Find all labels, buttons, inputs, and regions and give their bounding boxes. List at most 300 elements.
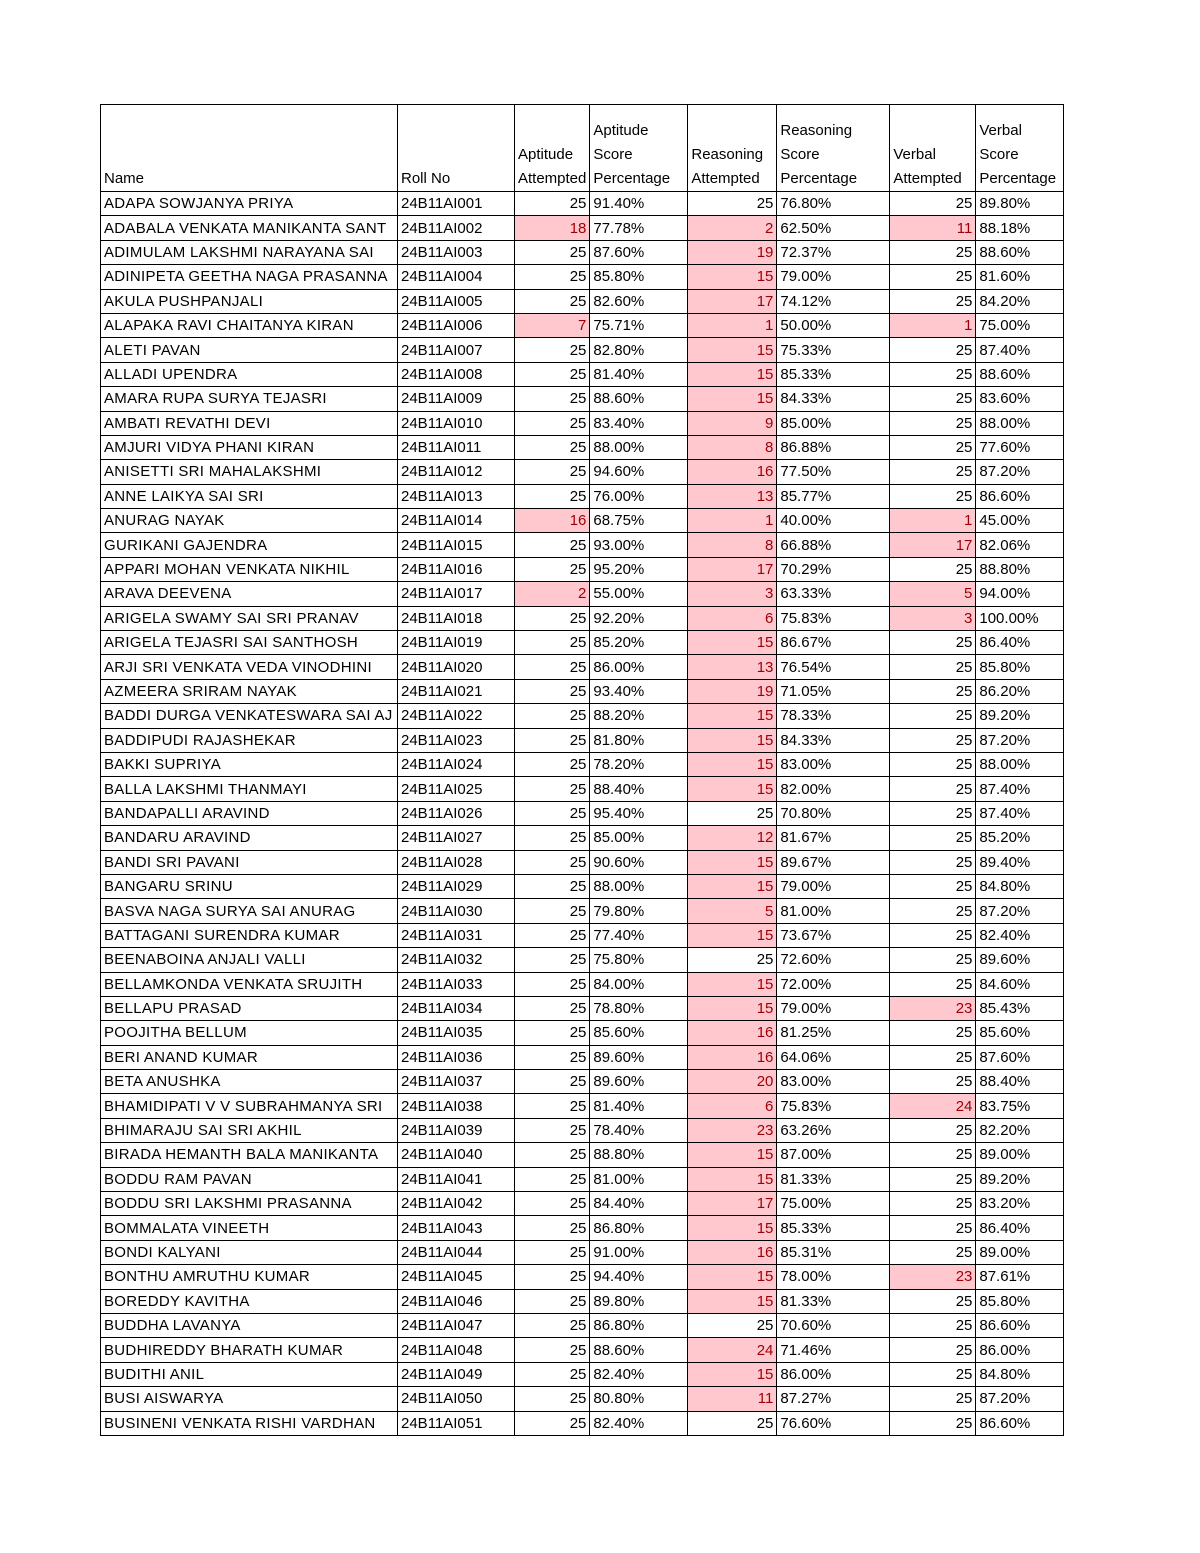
roll-no-cell: 24B11AI045 (398, 1265, 515, 1289)
roll-no-cell: 24B11AI022 (398, 704, 515, 728)
reasoning-attempted-cell: 6 (688, 1094, 777, 1118)
aptitude-score-cell: 86.80% (590, 1313, 688, 1337)
header-name: Name (101, 105, 398, 192)
table-row (101, 1143, 1064, 1167)
verbal-score-cell: 85.43% (976, 996, 1064, 1020)
roll-no-cell: 24B11AI023 (398, 728, 515, 752)
verbal-attempted-cell: 25 (890, 1216, 976, 1240)
verbal-attempted-cell: 25 (890, 460, 976, 484)
reasoning-score-cell: 63.33% (777, 582, 890, 606)
aptitude-score-cell: 77.40% (590, 923, 688, 947)
roll-no-cell: 24B11AI044 (398, 1240, 515, 1264)
roll-no-cell: 24B11AI001 (398, 192, 515, 216)
name-cell: BANDARU ARAVIND (101, 826, 398, 850)
table-row (101, 1094, 1064, 1118)
roll-no-cell: 24B11AI013 (398, 484, 515, 508)
reasoning-attempted-cell: 15 (688, 874, 777, 898)
aptitude-attempted-cell: 25 (515, 265, 590, 289)
table-row (101, 972, 1064, 996)
reasoning-score-cell: 76.80% (777, 192, 890, 216)
reasoning-score-cell: 77.50% (777, 460, 890, 484)
verbal-attempted-cell: 25 (890, 1021, 976, 1045)
reasoning-score-cell: 50.00% (777, 313, 890, 337)
aptitude-score-cell: 78.20% (590, 752, 688, 776)
aptitude-score-cell: 82.80% (590, 338, 688, 362)
aptitude-attempted-cell: 25 (515, 801, 590, 825)
aptitude-attempted-cell: 25 (515, 1387, 590, 1411)
verbal-score-cell: 87.20% (976, 728, 1064, 752)
aptitude-score-cell: 88.80% (590, 1143, 688, 1167)
verbal-score-cell: 89.80% (976, 192, 1064, 216)
reasoning-attempted-cell: 3 (688, 582, 777, 606)
roll-no-cell: 24B11AI020 (398, 655, 515, 679)
reasoning-attempted-cell: 25 (688, 948, 777, 972)
header-row (101, 105, 1064, 192)
verbal-attempted-cell: 25 (890, 850, 976, 874)
reasoning-score-cell: 81.33% (777, 1167, 890, 1191)
verbal-attempted-cell: 25 (890, 704, 976, 728)
aptitude-score-cell: 85.60% (590, 1021, 688, 1045)
verbal-attempted-cell: 25 (890, 1045, 976, 1069)
name-cell: BELLAMKONDA VENKATA SRUJITH (101, 972, 398, 996)
roll-no-cell: 24B11AI017 (398, 582, 515, 606)
reasoning-attempted-cell: 19 (688, 679, 777, 703)
reasoning-attempted-cell: 15 (688, 777, 777, 801)
roll-no-cell: 24B11AI014 (398, 509, 515, 533)
name-cell: ADINIPETA GEETHA NAGA PRASANNA (101, 265, 398, 289)
verbal-attempted-cell: 25 (890, 1411, 976, 1435)
roll-no-cell: 24B11AI008 (398, 362, 515, 386)
aptitude-attempted-cell: 25 (515, 874, 590, 898)
roll-no-cell: 24B11AI010 (398, 411, 515, 435)
aptitude-attempted-cell: 25 (515, 338, 590, 362)
reasoning-score-cell: 81.33% (777, 1289, 890, 1313)
reasoning-score-cell: 66.88% (777, 533, 890, 557)
reasoning-attempted-cell: 15 (688, 752, 777, 776)
reasoning-attempted-cell: 17 (688, 557, 777, 581)
verbal-attempted-cell: 25 (890, 1240, 976, 1264)
table-row (101, 484, 1064, 508)
aptitude-score-cell: 83.40% (590, 411, 688, 435)
reasoning-attempted-cell: 2 (688, 216, 777, 240)
aptitude-score-cell: 88.40% (590, 777, 688, 801)
verbal-attempted-cell: 25 (890, 1167, 976, 1191)
reasoning-score-cell: 81.67% (777, 826, 890, 850)
table-row (101, 582, 1064, 606)
roll-no-cell: 24B11AI033 (398, 972, 515, 996)
verbal-attempted-cell: 25 (890, 1192, 976, 1216)
verbal-score-cell: 87.40% (976, 338, 1064, 362)
name-cell: BONDI KALYANI (101, 1240, 398, 1264)
reasoning-attempted-cell: 15 (688, 387, 777, 411)
reasoning-attempted-cell: 17 (688, 289, 777, 313)
roll-no-cell: 24B11AI050 (398, 1387, 515, 1411)
name-cell: BANDAPALLI ARAVIND (101, 801, 398, 825)
verbal-attempted-cell: 25 (890, 1338, 976, 1362)
reasoning-attempted-cell: 15 (688, 923, 777, 947)
name-cell: ARJI SRI VENKATA VEDA VINODHINI (101, 655, 398, 679)
roll-no-cell: 24B11AI026 (398, 801, 515, 825)
table-row (101, 631, 1064, 655)
table-row (101, 1118, 1064, 1142)
verbal-score-cell: 88.00% (976, 411, 1064, 435)
verbal-attempted-cell: 17 (890, 533, 976, 557)
table-row (101, 752, 1064, 776)
name-cell: BHIMARAJU SAI SRI AKHIL (101, 1118, 398, 1142)
aptitude-score-cell: 95.40% (590, 801, 688, 825)
reasoning-score-cell: 83.00% (777, 752, 890, 776)
reasoning-score-cell: 71.46% (777, 1338, 890, 1362)
roll-no-cell: 24B11AI034 (398, 996, 515, 1020)
verbal-score-cell: 88.18% (976, 216, 1064, 240)
verbal-attempted-cell: 11 (890, 216, 976, 240)
reasoning-attempted-cell: 8 (688, 533, 777, 557)
header-reasoning-attempted: Reasoning Attempted (688, 105, 777, 192)
roll-no-cell: 24B11AI035 (398, 1021, 515, 1045)
verbal-score-cell: 89.20% (976, 704, 1064, 728)
reasoning-attempted-cell: 6 (688, 606, 777, 630)
reasoning-attempted-cell: 15 (688, 1362, 777, 1386)
reasoning-score-cell: 75.83% (777, 1094, 890, 1118)
verbal-score-cell: 84.80% (976, 874, 1064, 898)
verbal-attempted-cell: 25 (890, 1313, 976, 1337)
table-row (101, 606, 1064, 630)
aptitude-score-cell: 81.00% (590, 1167, 688, 1191)
aptitude-attempted-cell: 25 (515, 1167, 590, 1191)
reasoning-score-cell: 76.60% (777, 1411, 890, 1435)
roll-no-cell: 24B11AI018 (398, 606, 515, 630)
roll-no-cell: 24B11AI025 (398, 777, 515, 801)
verbal-score-cell: 83.20% (976, 1192, 1064, 1216)
table-row (101, 240, 1064, 264)
roll-no-cell: 24B11AI048 (398, 1338, 515, 1362)
reasoning-score-cell: 81.25% (777, 1021, 890, 1045)
roll-no-cell: 24B11AI042 (398, 1192, 515, 1216)
name-cell: ANISETTI SRI MAHALAKSHMI (101, 460, 398, 484)
reasoning-attempted-cell: 1 (688, 313, 777, 337)
verbal-attempted-cell: 25 (890, 265, 976, 289)
verbal-score-cell: 45.00% (976, 509, 1064, 533)
roll-no-cell: 24B11AI029 (398, 874, 515, 898)
name-cell: GURIKANI GAJENDRA (101, 533, 398, 557)
verbal-attempted-cell: 25 (890, 338, 976, 362)
roll-no-cell: 24B11AI024 (398, 752, 515, 776)
reasoning-score-cell: 81.00% (777, 899, 890, 923)
roll-no-cell: 24B11AI021 (398, 679, 515, 703)
reasoning-score-cell: 75.00% (777, 1192, 890, 1216)
name-cell: BANGARU SRINU (101, 874, 398, 898)
reasoning-score-cell: 78.00% (777, 1265, 890, 1289)
aptitude-attempted-cell: 25 (515, 679, 590, 703)
reasoning-score-cell: 79.00% (777, 265, 890, 289)
name-cell: ADAPA SOWJANYA PRIYA (101, 192, 398, 216)
roll-no-cell: 24B11AI012 (398, 460, 515, 484)
name-cell: ARAVA DEEVENA (101, 582, 398, 606)
verbal-score-cell: 87.61% (976, 1265, 1064, 1289)
reasoning-score-cell: 76.54% (777, 655, 890, 679)
name-cell: BOMMALATA VINEETH (101, 1216, 398, 1240)
name-cell: BODDU RAM PAVAN (101, 1167, 398, 1191)
header-roll-no: Roll No (398, 105, 515, 192)
table-row (101, 216, 1064, 240)
aptitude-attempted-cell: 25 (515, 557, 590, 581)
reasoning-score-cell: 75.83% (777, 606, 890, 630)
aptitude-attempted-cell: 25 (515, 484, 590, 508)
verbal-score-cell: 87.60% (976, 1045, 1064, 1069)
aptitude-score-cell: 89.80% (590, 1289, 688, 1313)
table-row (101, 704, 1064, 728)
table-row (101, 1070, 1064, 1094)
name-cell: ALAPAKA RAVI CHAITANYA KIRAN (101, 313, 398, 337)
reasoning-attempted-cell: 15 (688, 338, 777, 362)
roll-no-cell: 24B11AI002 (398, 216, 515, 240)
aptitude-attempted-cell: 25 (515, 899, 590, 923)
verbal-score-cell: 82.20% (976, 1118, 1064, 1142)
verbal-score-cell: 88.60% (976, 240, 1064, 264)
verbal-score-cell: 86.60% (976, 1411, 1064, 1435)
aptitude-score-cell: 88.60% (590, 1338, 688, 1362)
verbal-attempted-cell: 25 (890, 362, 976, 386)
aptitude-score-cell: 82.40% (590, 1411, 688, 1435)
name-cell: BATTAGANI SURENDRA KUMAR (101, 923, 398, 947)
verbal-attempted-cell: 25 (890, 557, 976, 581)
table-row (101, 1240, 1064, 1264)
reasoning-attempted-cell: 15 (688, 1167, 777, 1191)
table-row (101, 387, 1064, 411)
roll-no-cell: 24B11AI028 (398, 850, 515, 874)
table-row (101, 899, 1064, 923)
reasoning-attempted-cell: 15 (688, 996, 777, 1020)
aptitude-attempted-cell: 16 (515, 509, 590, 533)
roll-no-cell: 24B11AI032 (398, 948, 515, 972)
aptitude-score-cell: 80.80% (590, 1387, 688, 1411)
aptitude-attempted-cell: 25 (515, 996, 590, 1020)
aptitude-score-cell: 94.40% (590, 1265, 688, 1289)
roll-no-cell: 24B11AI040 (398, 1143, 515, 1167)
reasoning-score-cell: 87.27% (777, 1387, 890, 1411)
roll-no-cell: 24B11AI019 (398, 631, 515, 655)
aptitude-score-cell: 82.40% (590, 1362, 688, 1386)
reasoning-attempted-cell: 9 (688, 411, 777, 435)
verbal-attempted-cell: 23 (890, 996, 976, 1020)
aptitude-attempted-cell: 25 (515, 606, 590, 630)
name-cell: ANURAG NAYAK (101, 509, 398, 533)
verbal-score-cell: 86.20% (976, 679, 1064, 703)
verbal-attempted-cell: 25 (890, 192, 976, 216)
reasoning-score-cell: 70.29% (777, 557, 890, 581)
aptitude-score-cell: 75.80% (590, 948, 688, 972)
aptitude-score-cell: 85.20% (590, 631, 688, 655)
table-row (101, 1216, 1064, 1240)
header-aptitude-score: Aptitude Score Percentage (590, 105, 688, 192)
verbal-attempted-cell: 25 (890, 1118, 976, 1142)
verbal-score-cell: 87.20% (976, 899, 1064, 923)
verbal-attempted-cell: 25 (890, 1362, 976, 1386)
reasoning-score-cell: 82.00% (777, 777, 890, 801)
aptitude-score-cell: 78.80% (590, 996, 688, 1020)
roll-no-cell: 24B11AI007 (398, 338, 515, 362)
table-row (101, 655, 1064, 679)
verbal-attempted-cell: 25 (890, 728, 976, 752)
verbal-score-cell: 86.60% (976, 1313, 1064, 1337)
reasoning-score-cell: 84.33% (777, 728, 890, 752)
aptitude-attempted-cell: 25 (515, 631, 590, 655)
reasoning-attempted-cell: 25 (688, 192, 777, 216)
verbal-attempted-cell: 25 (890, 655, 976, 679)
reasoning-score-cell: 64.06% (777, 1045, 890, 1069)
name-cell: BOREDDY KAVITHA (101, 1289, 398, 1313)
roll-no-cell: 24B11AI016 (398, 557, 515, 581)
aptitude-score-cell: 94.60% (590, 460, 688, 484)
reasoning-attempted-cell: 13 (688, 484, 777, 508)
reasoning-attempted-cell: 16 (688, 460, 777, 484)
reasoning-score-cell: 79.00% (777, 996, 890, 1020)
verbal-score-cell: 100.00% (976, 606, 1064, 630)
verbal-score-cell: 84.20% (976, 289, 1064, 313)
aptitude-attempted-cell: 25 (515, 1240, 590, 1264)
table-row (101, 313, 1064, 337)
aptitude-score-cell: 87.60% (590, 240, 688, 264)
name-cell: ANNE LAIKYA SAI SRI (101, 484, 398, 508)
verbal-attempted-cell: 1 (890, 509, 976, 533)
verbal-score-cell: 85.80% (976, 655, 1064, 679)
table-row (101, 801, 1064, 825)
aptitude-score-cell: 55.00% (590, 582, 688, 606)
reasoning-score-cell: 86.88% (777, 435, 890, 459)
roll-no-cell: 24B11AI049 (398, 1362, 515, 1386)
table-row (101, 509, 1064, 533)
verbal-attempted-cell: 23 (890, 1265, 976, 1289)
name-cell: BALLA LAKSHMI THANMAYI (101, 777, 398, 801)
table-row (101, 1387, 1064, 1411)
aptitude-attempted-cell: 25 (515, 1070, 590, 1094)
verbal-score-cell: 89.00% (976, 1240, 1064, 1264)
aptitude-attempted-cell: 25 (515, 655, 590, 679)
reasoning-score-cell: 73.67% (777, 923, 890, 947)
aptitude-score-cell: 75.71% (590, 313, 688, 337)
roll-no-cell: 24B11AI037 (398, 1070, 515, 1094)
verbal-score-cell: 85.60% (976, 1021, 1064, 1045)
aptitude-score-cell: 88.60% (590, 387, 688, 411)
aptitude-score-cell: 90.60% (590, 850, 688, 874)
aptitude-attempted-cell: 25 (515, 387, 590, 411)
aptitude-score-cell: 81.40% (590, 1094, 688, 1118)
reasoning-attempted-cell: 13 (688, 655, 777, 679)
name-cell: AKULA PUSHPANJALI (101, 289, 398, 313)
table-row (101, 948, 1064, 972)
table-row (101, 1045, 1064, 1069)
aptitude-attempted-cell: 25 (515, 240, 590, 264)
table-row (101, 435, 1064, 459)
verbal-score-cell: 88.40% (976, 1070, 1064, 1094)
aptitude-attempted-cell: 25 (515, 704, 590, 728)
aptitude-score-cell: 86.80% (590, 1216, 688, 1240)
aptitude-attempted-cell: 25 (515, 1362, 590, 1386)
table-row (101, 850, 1064, 874)
name-cell: BADDIPUDI RAJASHEKAR (101, 728, 398, 752)
verbal-score-cell: 77.60% (976, 435, 1064, 459)
name-cell: BAKKI SUPRIYA (101, 752, 398, 776)
aptitude-attempted-cell: 7 (515, 313, 590, 337)
verbal-attempted-cell: 25 (890, 240, 976, 264)
verbal-score-cell: 83.60% (976, 387, 1064, 411)
aptitude-attempted-cell: 25 (515, 1094, 590, 1118)
roll-no-cell: 24B11AI015 (398, 533, 515, 557)
table-row (101, 777, 1064, 801)
verbal-attempted-cell: 25 (890, 777, 976, 801)
aptitude-attempted-cell: 25 (515, 533, 590, 557)
verbal-attempted-cell: 25 (890, 923, 976, 947)
aptitude-score-cell: 76.00% (590, 484, 688, 508)
table-row (101, 533, 1064, 557)
aptitude-attempted-cell: 25 (515, 1118, 590, 1142)
reasoning-score-cell: 74.12% (777, 289, 890, 313)
aptitude-score-cell: 89.60% (590, 1045, 688, 1069)
aptitude-score-cell: 88.00% (590, 435, 688, 459)
verbal-attempted-cell: 5 (890, 582, 976, 606)
aptitude-score-cell: 81.80% (590, 728, 688, 752)
aptitude-score-cell: 84.00% (590, 972, 688, 996)
aptitude-attempted-cell: 25 (515, 192, 590, 216)
name-cell: ARIGELA TEJASRI SAI SANTHOSH (101, 631, 398, 655)
name-cell: AMJURI VIDYA PHANI KIRAN (101, 435, 398, 459)
roll-no-cell: 24B11AI027 (398, 826, 515, 850)
aptitude-score-cell: 79.80% (590, 899, 688, 923)
aptitude-attempted-cell: 25 (515, 1143, 590, 1167)
verbal-attempted-cell: 25 (890, 826, 976, 850)
reasoning-score-cell: 84.33% (777, 387, 890, 411)
verbal-score-cell: 85.80% (976, 1289, 1064, 1313)
reasoning-attempted-cell: 20 (688, 1070, 777, 1094)
aptitude-score-cell: 89.60% (590, 1070, 688, 1094)
verbal-attempted-cell: 25 (890, 435, 976, 459)
reasoning-attempted-cell: 15 (688, 728, 777, 752)
name-cell: AZMEERA SRIRAM NAYAK (101, 679, 398, 703)
aptitude-attempted-cell: 25 (515, 1411, 590, 1435)
verbal-score-cell: 89.40% (976, 850, 1064, 874)
roll-no-cell: 24B11AI003 (398, 240, 515, 264)
verbal-attempted-cell: 25 (890, 484, 976, 508)
aptitude-score-cell: 68.75% (590, 509, 688, 533)
reasoning-score-cell: 85.33% (777, 362, 890, 386)
verbal-attempted-cell: 25 (890, 1143, 976, 1167)
table-row (101, 1289, 1064, 1313)
reasoning-attempted-cell: 11 (688, 1387, 777, 1411)
verbal-score-cell: 85.20% (976, 826, 1064, 850)
reasoning-score-cell: 79.00% (777, 874, 890, 898)
verbal-attempted-cell: 25 (890, 1070, 976, 1094)
verbal-score-cell: 89.00% (976, 1143, 1064, 1167)
table-row (101, 192, 1064, 216)
roll-no-cell: 24B11AI038 (398, 1094, 515, 1118)
table-row (101, 1362, 1064, 1386)
verbal-attempted-cell: 24 (890, 1094, 976, 1118)
aptitude-attempted-cell: 25 (515, 460, 590, 484)
table-row (101, 874, 1064, 898)
aptitude-attempted-cell: 2 (515, 582, 590, 606)
verbal-attempted-cell: 25 (890, 1387, 976, 1411)
roll-no-cell: 24B11AI047 (398, 1313, 515, 1337)
verbal-attempted-cell: 25 (890, 874, 976, 898)
verbal-attempted-cell: 25 (890, 411, 976, 435)
aptitude-attempted-cell: 25 (515, 362, 590, 386)
aptitude-score-cell: 88.00% (590, 874, 688, 898)
reasoning-attempted-cell: 24 (688, 1338, 777, 1362)
aptitude-score-cell: 81.40% (590, 362, 688, 386)
aptitude-score-cell: 86.00% (590, 655, 688, 679)
table-row (101, 996, 1064, 1020)
name-cell: BUSINENI VENKATA RISHI VARDHAN (101, 1411, 398, 1435)
